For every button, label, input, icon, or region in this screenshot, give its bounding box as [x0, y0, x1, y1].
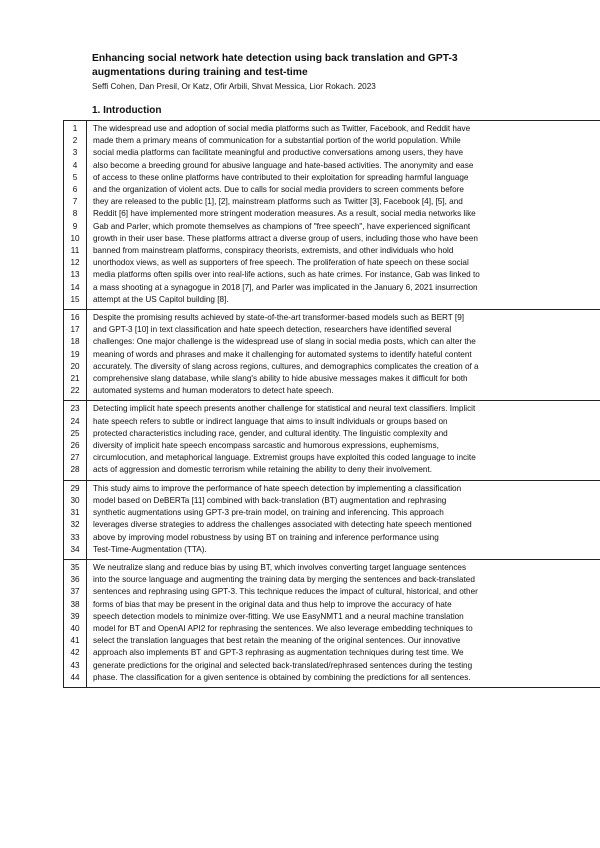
text-line: circumlocution, and metaphorical language. Extremist groups have exploited this coded language to incite [93, 453, 476, 463]
text-line: into the source language and augmenting the training data by merging the sentences and back-translated [93, 575, 475, 585]
section-heading: 1. Introduction [92, 105, 162, 116]
line-number: 5 [72, 172, 78, 182]
text-line: acts of aggression and domestic terrorism while retaining the ability to deny their involvement. [93, 465, 433, 475]
text-line: Reddit [6] have implemented more stringent moderation measures. As a result, social media networks like [93, 209, 476, 219]
line-number: 21 [70, 374, 80, 384]
line-number: 41 [70, 636, 80, 646]
text-line: above by improving model robustness by using BT on training and inference performance using [93, 532, 439, 542]
line-number: 22 [70, 386, 80, 396]
text-line: approach also implements BT and GPT-3 rephrasing as augmentation techniques during test time. We [93, 648, 464, 658]
author-list: Seffi Cohen, Dan Presil, Or Katz, Ofir Arbili, Shvat Messica, Lior Rokach. 2023 [92, 82, 376, 91]
line-number: 14 [70, 282, 80, 292]
line-number: 28 [70, 465, 80, 475]
line-number: 38 [70, 599, 80, 609]
text-line: protected characteristics including race, gender, and cultural identity. The linguistic complexity and [93, 428, 448, 438]
text-line: attempt at the US Capitol building [8]. [93, 294, 229, 304]
paragraph-row [64, 559, 600, 687]
line-number: 40 [70, 623, 80, 633]
line-number: 1 [72, 124, 78, 133]
line-number: 34 [70, 544, 80, 554]
line-number: 24 [70, 416, 80, 426]
line-number: 19 [70, 349, 80, 359]
text-line: media platforms often spills over into real-life actions, such as hate crimes. For instance, Gab was linked to [93, 270, 480, 280]
text-line: comprehensive slang database, while slang's ability to hide abusive messages makes it difficult for both [93, 374, 468, 384]
line-number: 36 [70, 575, 80, 585]
text-line: and GPT-3 [10] in text classification and hate speech detection, researchers have identified several [93, 325, 452, 335]
text-line: of access to these online platforms have contributed to their exploitation for spreading harmful language [93, 172, 469, 182]
paragraph-row [64, 310, 600, 401]
line-number: 23 [70, 404, 80, 414]
text-line: diversity of implicit hate speech encompass sarcastic and humorous expressions, euphemisms, [93, 441, 439, 451]
text-line: a mass shooting at a synagogue in 2018 [7], and Parler was implicated in the January 6, 2021 insurrection [93, 282, 478, 292]
paragraph-row [64, 480, 600, 559]
text-line: Despite the promising results achieved by state-of-the-art transformer-based models such as BERT [9] [93, 313, 465, 323]
text-line: model based on DeBERTa [11] combined with back-translation (BT) augmentation and rephrasing [93, 495, 447, 505]
text-line: leverages diverse strategies to address the challenges associated with detecting hate speech mentioned [93, 520, 472, 530]
text-line: meaning of words and phrases and make it challenging for automated systems to identify hateful content [93, 349, 472, 359]
line-number: 25 [70, 428, 80, 438]
text-line: The widespread use and adoption of social media platforms such as Twitter, Facebook, and Reddit have [93, 124, 471, 133]
text-line: We neutralize slang and reduce bias by using BT, which involves converting target language sentences [93, 562, 467, 572]
line-number: 12 [70, 258, 80, 268]
line-number: 20 [70, 361, 80, 371]
line-number: 44 [70, 672, 80, 682]
line-number: 8 [72, 209, 78, 219]
line-number: 35 [70, 562, 80, 572]
text-line: they are released to the public [1], [2], mainstream platforms such as Twitter [3], Facebook [4], [5], and [93, 197, 463, 207]
line-number: 15 [70, 294, 80, 304]
line-number: 31 [70, 508, 80, 518]
text-line: Gab and Parler, which promote themselves as champions of "free speech", have experienced significant [93, 221, 471, 231]
text-line: hate speech refers to subtle or indirect language that aims to insult individuals or groups based on [93, 416, 448, 426]
paragraph-text [87, 310, 600, 401]
line-number: 29 [70, 483, 80, 493]
line-number-column [64, 310, 87, 401]
paragraph-text [87, 559, 600, 687]
text-line: banned from mainstream platforms, conspiracy theorists, extremists, and other individuals who hold [93, 246, 454, 256]
line-number: 43 [70, 660, 80, 670]
line-number: 30 [70, 495, 80, 505]
text-line: sentences and rephrasing using GPT-3. This technique reduces the impact of cultural, historical, and other [93, 587, 478, 597]
line-number: 7 [72, 197, 78, 207]
line-number: 9 [72, 221, 78, 231]
text-line: synthetic augmentations using GPT-3 pre-train model, on training and inferencing. This approach [93, 508, 444, 518]
text-line: This study aims to improve the performance of hate speech detection by implementing a classification [93, 483, 462, 493]
text-line: accurately. The diversity of slang across regions, cultures, and demographics complicates the creation of a [93, 361, 479, 371]
text-line: automated systems and human moderators to detect hate speech. [93, 386, 334, 396]
text-line: also become a breeding ground for abusive language and hate-based activities. The anonymity and ease [93, 160, 474, 170]
text-line: speech detection models to minimize over-fitting. We use EasyNMT1 and a neural machine translation [93, 611, 464, 621]
line-number: 3 [72, 148, 78, 158]
line-number: 17 [70, 325, 80, 335]
line-number: 39 [70, 611, 80, 621]
line-number: 37 [70, 587, 80, 597]
text-line: and the organization of violent acts. Due to calls for social media providers to screen comments before [93, 185, 464, 195]
text-line: generate predictions for the original and selected back-translated/rephrased sentences during the testing [93, 660, 473, 670]
paragraph-text [87, 121, 600, 310]
text-line: model for BT and OpenAI API2 for rephrasing the sentences. We also leverage embedding techniques to [93, 623, 473, 633]
line-number: 26 [70, 441, 80, 451]
text-line: unorthodox views, as well as supporters of free speech. The proliferation of hate speech on these social [93, 258, 469, 268]
title-line-2: augmentations during training and test-time [92, 67, 308, 78]
text-line: social media platforms can facilitate meaningful and productive conversations among users, they have [93, 148, 464, 158]
line-number: 32 [70, 520, 80, 530]
line-number: 16 [70, 313, 80, 323]
paper-title [92, 52, 542, 80]
line-number: 42 [70, 648, 80, 658]
line-number-column [64, 559, 87, 687]
line-number: 18 [70, 337, 80, 347]
line-number: 2 [72, 136, 78, 146]
line-number: 10 [70, 233, 80, 243]
title-line-1: Enhancing social network hate detection using back translation and GPT-3 [92, 53, 458, 64]
line-number-column [64, 480, 87, 559]
paragraph-text [87, 401, 600, 480]
text-line: phase. The classification for a given sentence is obtained by combining the predictions for all sentences. [93, 672, 471, 682]
line-number-column [64, 121, 87, 310]
paragraph-row [64, 121, 600, 310]
text-line: Test-Time-Augmentation (TTA). [93, 544, 207, 554]
line-numbered-text-table [63, 120, 600, 688]
line-number-column [64, 401, 87, 480]
text-line: growth in their user base. These platforms attract a diverse group of users, including those who have been [93, 233, 478, 243]
paragraph-row [64, 401, 600, 480]
text-line: challenges: One major challenge is the widespread use of slang in social media posts, which can alter the [93, 337, 476, 347]
text-line: forms of bias that may be present in the original data and thus help to improve the accuracy of hate [93, 599, 452, 609]
line-number: 33 [70, 532, 80, 542]
line-number: 27 [70, 453, 80, 463]
text-line: made them a primary means of communication for a substantial portion of the world population. While [93, 136, 461, 146]
line-number: 4 [72, 160, 78, 170]
line-number: 13 [70, 270, 80, 280]
text-line: Detecting implicit hate speech presents another challenge for statistical and neural text classifiers. Implicit [93, 404, 476, 414]
line-number: 6 [72, 185, 78, 195]
paragraph-text [87, 480, 600, 559]
line-number: 11 [70, 246, 80, 256]
text-line: select the translation languages that best retain the meaning of the original sentences. Our innovative [93, 636, 461, 646]
